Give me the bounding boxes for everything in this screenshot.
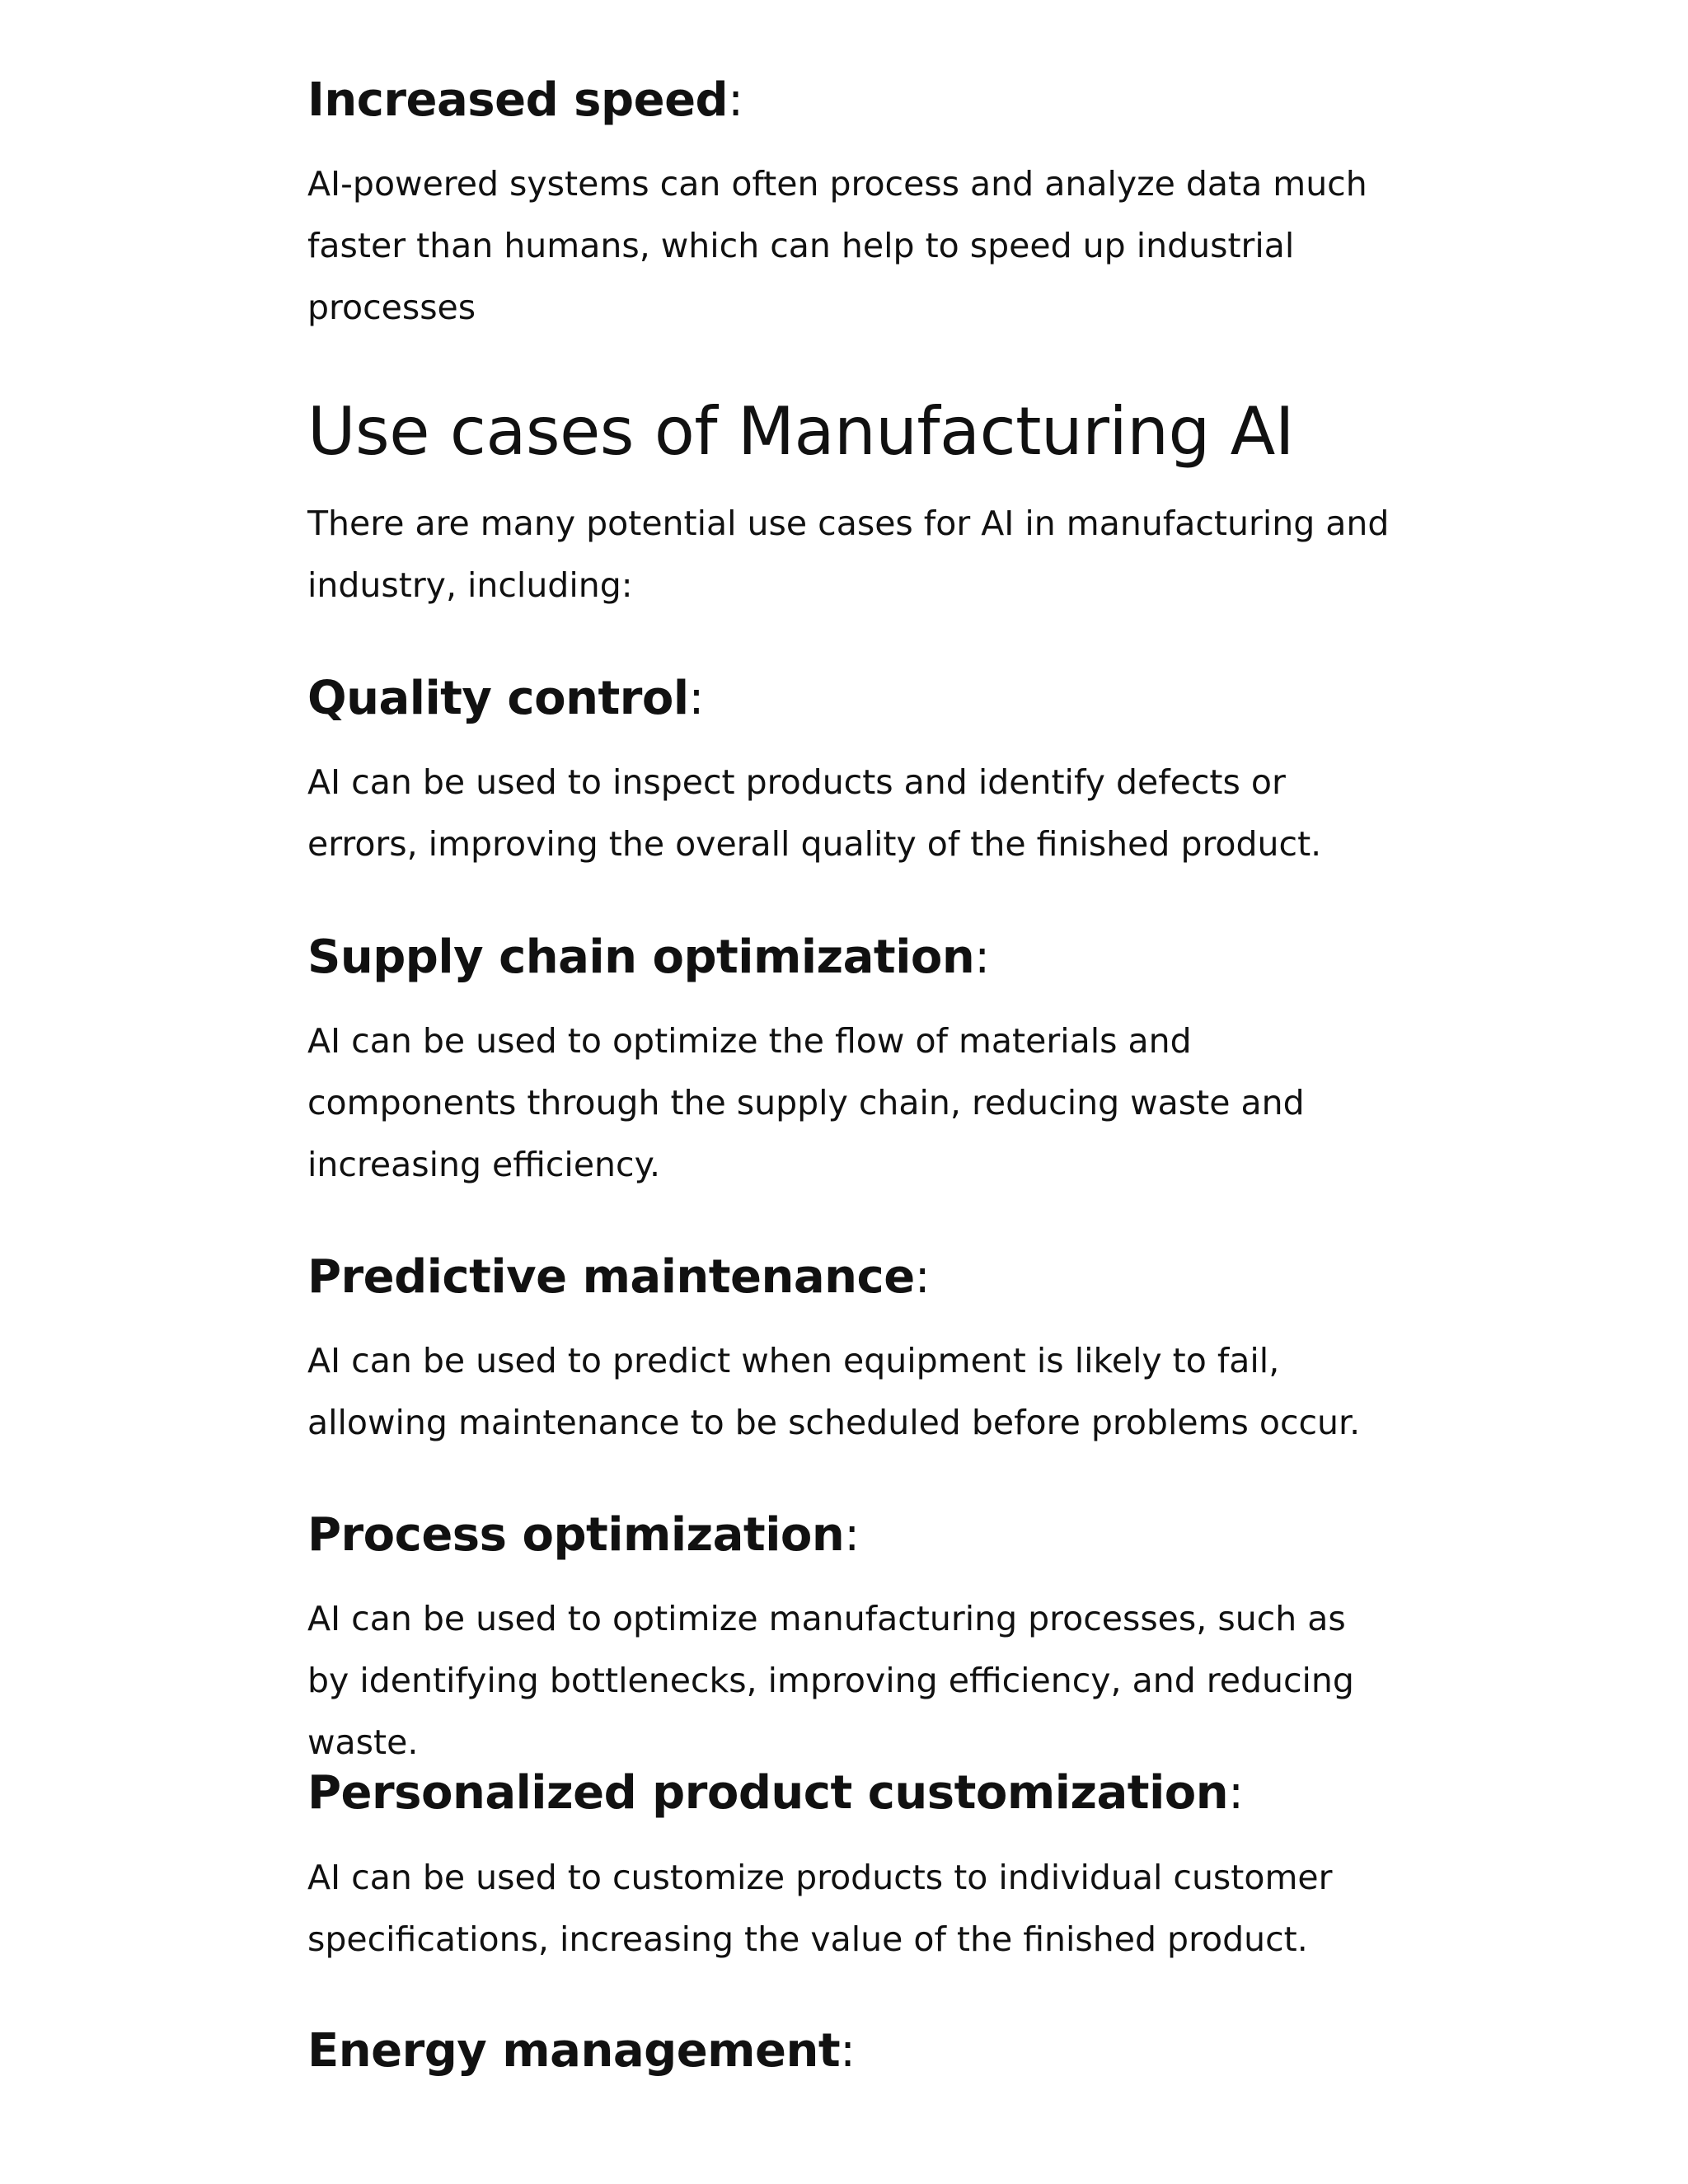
heading-colon: : (914, 1250, 931, 1304)
heading-colon: : (840, 2024, 856, 2078)
paragraph-predictive-maintenance: AI can be used to predict when equipment is likely to fail, allowing maintenance to be scheduled before problems occur. (307, 1341, 1361, 1442)
heading-text: Supply chain optimization (307, 930, 975, 984)
heading-personalized-customization (307, 1767, 1412, 1820)
heading-energy-management (307, 2025, 1412, 2078)
heading-text: Increased speed (307, 73, 729, 127)
heading-text: Personalized product customization (307, 1766, 1229, 1820)
heading-process-optimization (307, 1509, 1412, 1562)
heading-increased-speed (307, 74, 1412, 127)
heading-text: Predictive maintenance (307, 1250, 915, 1304)
heading-colon: : (844, 1508, 860, 1562)
heading-text: Quality control (307, 672, 689, 725)
heading-quality-control (307, 673, 1412, 725)
heading-predictive-maintenance (307, 1251, 1412, 1304)
paragraph-personalized-customization: AI can be used to customize products to individual customer specifications, increasing the value of the finished product. (307, 1858, 1333, 1959)
heading-colon: : (728, 73, 743, 127)
heading-supply-chain (307, 931, 1412, 984)
heading-text: Process optimization (307, 1508, 845, 1562)
paragraph-supply-chain: AI can be used to optimize the flow of materials and components through the supply chain, reducing waste and increasing efficiency. (307, 1021, 1305, 1184)
paragraph-quality-control: AI can be used to inspect products and identify defects or errors, improving the overall quality of the finished product. (307, 762, 1322, 864)
paragraph-increased-speed: AI-powered systems can often process and analyze data much faster than humans, which can help to speed up industrial processes (307, 164, 1367, 327)
paragraph-use-cases-intro: There are many potential use cases for AI in manufacturing and industry, including: (307, 504, 1390, 605)
heading-text: Energy management (307, 2024, 841, 2078)
heading-colon: : (974, 930, 990, 984)
section-title-use-cases: Use cases of Manufacturing AI (307, 393, 1294, 470)
heading-colon: : (688, 672, 704, 725)
paragraph-process-optimization: AI can be used to optimize manufacturing processes, such as by identifying bottlenecks, improving efficiency, and reducing waste. (307, 1599, 1354, 1762)
heading-colon: : (1228, 1766, 1244, 1820)
